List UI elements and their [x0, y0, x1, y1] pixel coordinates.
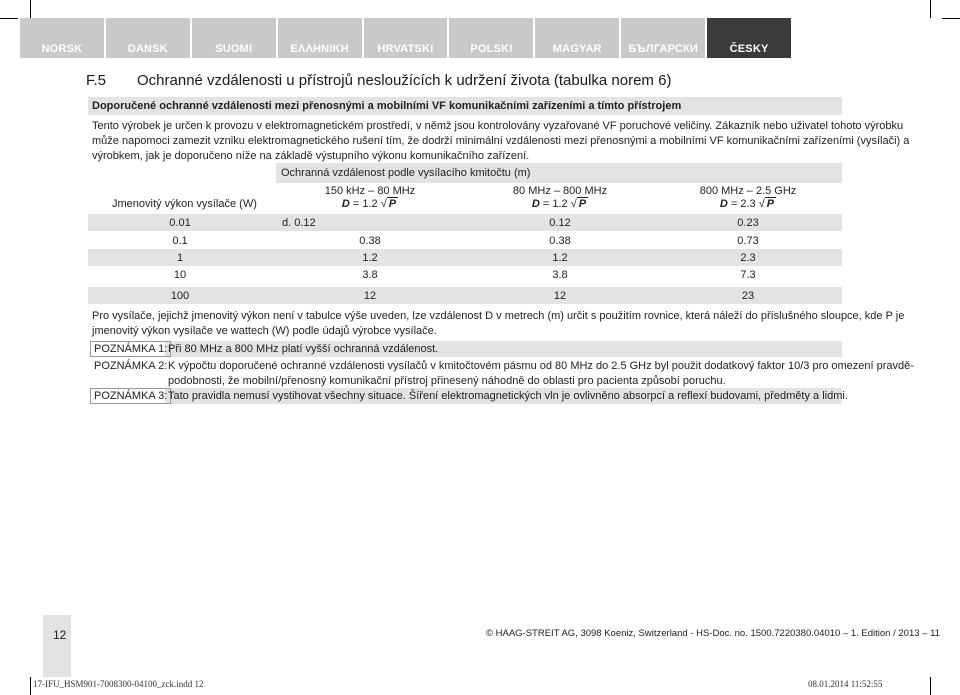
crop-mark — [0, 18, 18, 19]
crop-mark — [930, 677, 931, 695]
power-cell: 10 — [173, 269, 187, 281]
copyright: © HAAG-STREIT AG, 3098 Koeniz, Switzerland - HS-Doc. no. 1500.7220380.04010 – 1. Edition / 2013 – 11 — [486, 628, 940, 639]
range-header: 150 kHz – 80 MHz — [324, 185, 416, 197]
formula-header: D = 2.3 √ P — [719, 198, 775, 210]
crop-mark — [30, 677, 31, 695]
distance-cell: 12 — [363, 290, 377, 302]
section-title: Ochranné vzdálenosti u přístrojů nesloužících k udržení života (tabulka norem 6) — [137, 72, 672, 89]
distance-cell: 2.3 — [740, 252, 756, 264]
tab-cesky[interactable]: ČESKY — [707, 18, 791, 58]
distance-cell: 0.38 — [549, 235, 571, 247]
note-label: POZNÁMKA 3: — [90, 388, 171, 404]
page-number-box — [43, 615, 71, 677]
note-text: podobnosti, že mobilní/přenosný komunikační přístroj přinesený náhodně do oblasti pro pacienta způsobí poruchu. — [168, 375, 726, 387]
intro-line: výrobkem, jak je doporučeno níže na základě výstupního výkonu komunikačního zařízení. — [92, 150, 530, 162]
note-text: Při 80 MHz a 800 MHz platí vyšší ochranná vzdálenost. — [168, 343, 439, 355]
formula-header: D = 1.2 √ P — [341, 198, 397, 210]
slug-right: 08.01.2014 11:52:55 — [808, 679, 883, 689]
distance-cell: 0.73 — [737, 235, 759, 247]
distance-cell: 3.8 — [552, 269, 568, 281]
after-table-line: jmenovitý výkon vysílače ve wattech (W) podle údajů výrobce vysílače. — [92, 325, 437, 337]
subheading: Doporučené ochranné vzdálenosti mezi přenosnými a mobilními VF komunikačními zařízeními a tímto přístrojem — [92, 100, 682, 112]
distance-cell: d. 0.12 — [282, 217, 316, 229]
crop-mark — [942, 18, 960, 19]
tab-hrvatski[interactable]: HRVATSKI — [364, 18, 450, 58]
tab-bulgarian[interactable]: БЪЛГАРСКИ — [621, 18, 707, 58]
tab-norsk[interactable]: NORSK — [20, 18, 106, 58]
crop-mark — [30, 0, 31, 18]
distance-cell: 0.12 — [549, 217, 571, 229]
range-header: 800 MHz – 2.5 GHz — [699, 185, 797, 197]
intro-line: může napomoci zamezit vzniku elektromagnetického rušení tím, že dodrží minimální vzdálenosti mezi přenosnými a mobilními VF komunikačními zařízeními (vysílači) a — [92, 135, 910, 147]
distance-cell: 0.23 — [737, 217, 759, 229]
distance-cell: 23 — [741, 290, 755, 302]
distance-cell: 7.3 — [740, 269, 756, 281]
note-text: K výpočtu doporučené ochranné vzdálenosti vysílačů v kmitočtovém pásmu od 80 MHz do 2.5 GHz byl použit dodatkový faktor 10/3 pro omezení pravdě- — [168, 360, 914, 372]
slug-left: 17-IFU_HSM901-7008300-04100_zck.indd 12 — [33, 679, 204, 689]
note-label: POZNÁMKA 1: — [90, 341, 171, 357]
note-label: POZNÁMKA 2: — [94, 360, 168, 372]
power-cell: 0.01 — [169, 217, 191, 229]
distance-cell: 3.8 — [362, 269, 378, 281]
tab-polski[interactable]: POLSKI — [449, 18, 535, 58]
tab-magyar[interactable]: MAGYAR — [535, 18, 621, 58]
note-text: Tato pravidla nemusí vystihovat všechny situace. Šíření elektromagnetických vln je ovlivněno absorpcí a reflexí budovami, předměty a lidmi. — [168, 390, 848, 402]
power-cell: 0.1 — [172, 235, 188, 247]
crop-mark — [930, 0, 931, 18]
range-header: 80 MHz – 800 MHz — [512, 185, 608, 197]
distance-cell: 12 — [553, 290, 567, 302]
distance-cell: 1.2 — [552, 252, 568, 264]
page-number: 12 — [53, 628, 67, 642]
intro-line: Tento výrobek je určen k provozu v elektromagnetickém prostředí, v němž jsou kontrolovány vyzařované VF poruchové veličiny. Zákazník nebo uživatel tohoto výrobku — [92, 120, 904, 132]
power-cell: 1 — [176, 252, 184, 264]
power-column-header: Jmenovitý výkon vysílače (W) — [112, 198, 257, 210]
distance-cell: 0.38 — [359, 235, 381, 247]
tab-suomi[interactable]: SUOMI — [192, 18, 278, 58]
distance-cell: 1.2 — [362, 252, 378, 264]
after-table-line: Pro vysílače, jejichž jmenovitý výkon není v tabulce výše uveden, lze vzdálenost D v metrech (m) určit s použitím rovnice, která náleží do příslušného sloupce, kde P je — [92, 310, 905, 322]
language-tabs — [20, 18, 791, 58]
table-group-header: Ochranná vzdálenost podle vysílacího kmitočtu (m) — [281, 167, 531, 179]
power-cell: 100 — [170, 290, 190, 302]
tab-greek[interactable]: ΕΛΛΗΝΙΚΗ — [278, 18, 364, 58]
section-number: F.5 — [86, 72, 107, 89]
formula-header: D = 1.2 √ P — [531, 198, 587, 210]
tab-dansk[interactable]: DANSK — [106, 18, 192, 58]
